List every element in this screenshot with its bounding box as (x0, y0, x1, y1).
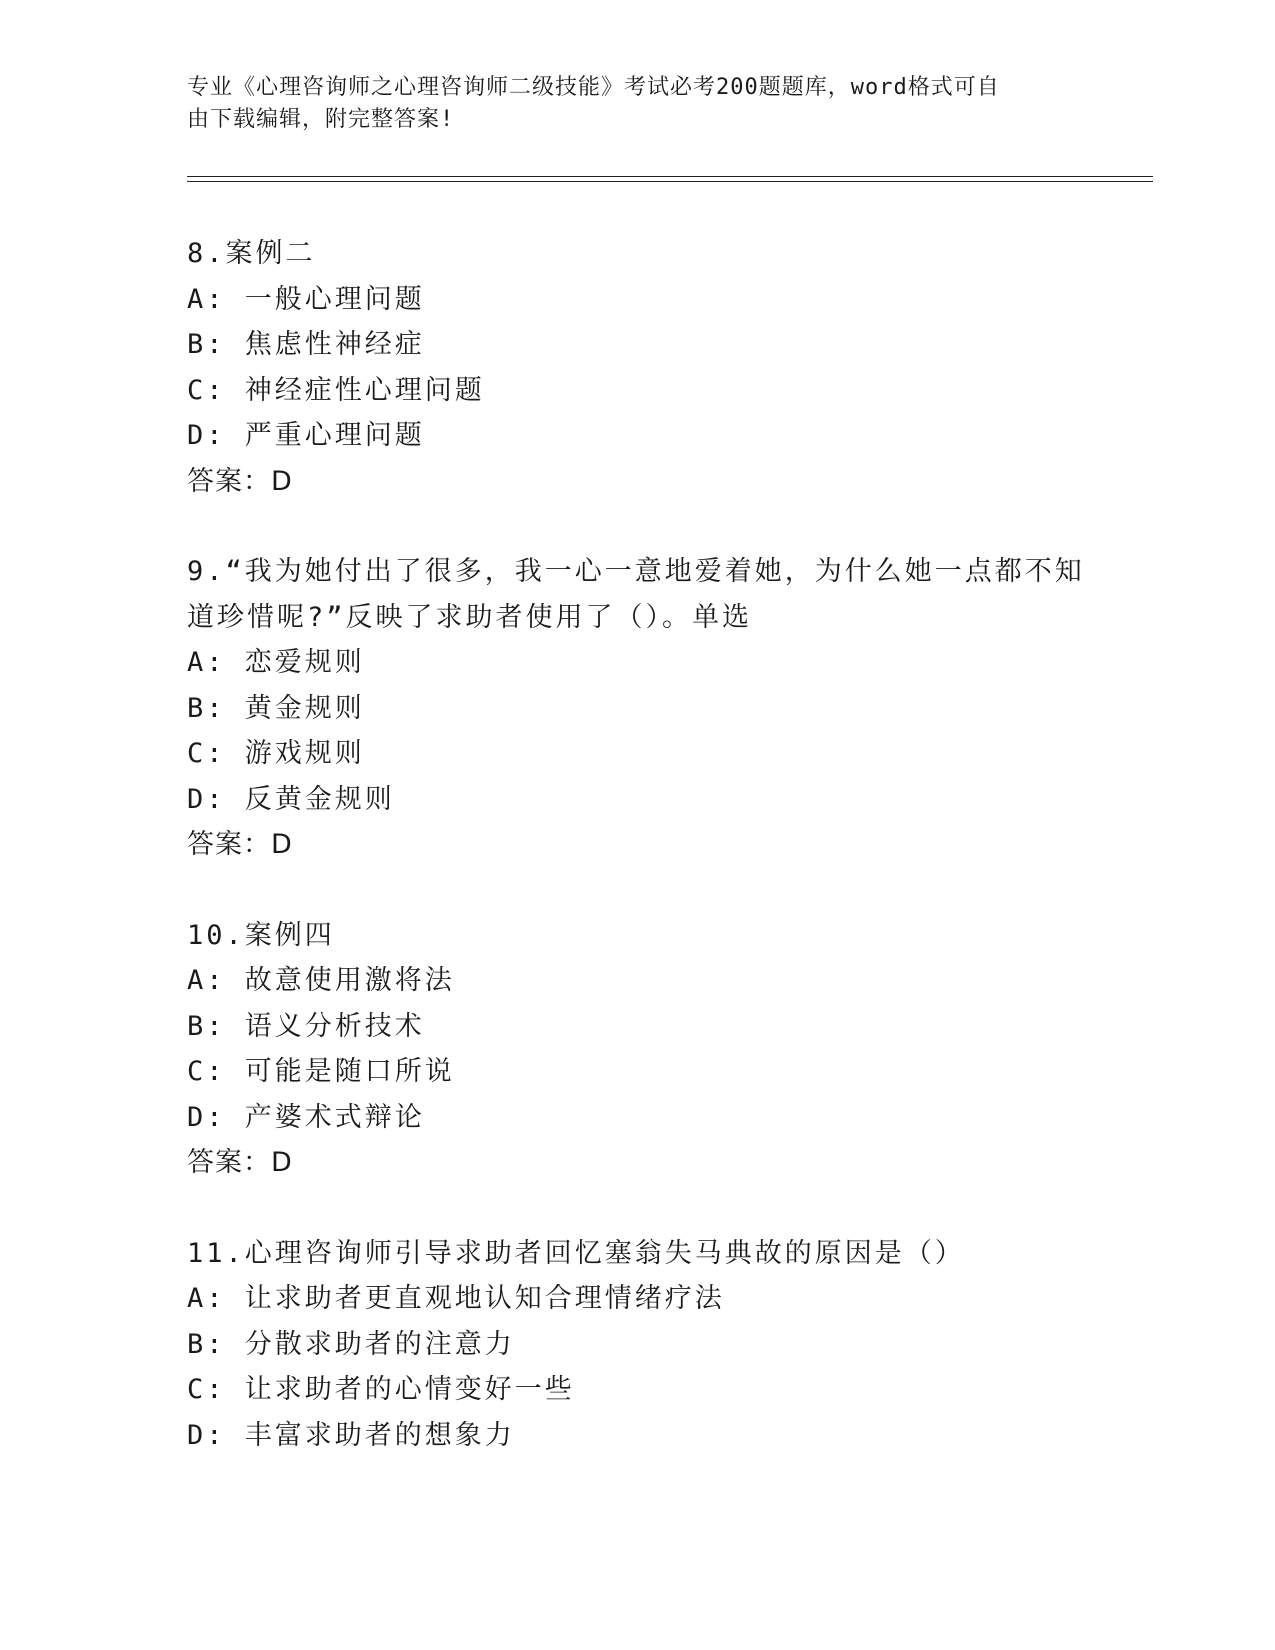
question-option: D: 反黄金规则 (187, 783, 395, 815)
question-option: B: 语义分析技术 (187, 1010, 425, 1042)
header-line-1: 专业《心理咨询师之心理咨询师二级技能》考试必考200题题库，word格式可自 (187, 75, 1000, 100)
question-item (187, 231, 1087, 504)
header-divider-bottom (187, 181, 1153, 182)
question-option: B: 焦虑性神经症 (187, 329, 425, 360)
question-option: B: 分散求助者的注意力 (187, 1328, 515, 1360)
question-item (187, 1231, 1087, 1459)
question-option: A: 让求助者更直观地认知合理情绪疗法 (187, 1283, 725, 1314)
question-item (187, 913, 1087, 1186)
question-stem: 9.“我为她付出了很多，我一心一意地爱着她，为什么她一点都不知 (187, 556, 1085, 587)
question-answer: 答案：D (187, 829, 293, 860)
document-header (187, 72, 1067, 136)
question-option: B: 黄金规则 (187, 692, 365, 724)
question-stem: 8.案例二 (187, 238, 316, 269)
question-stem: 10.案例四 (187, 919, 335, 951)
question-item (187, 549, 1087, 868)
question-option: A: 故意使用激将法 (187, 965, 455, 996)
question-option: C: 神经症性心理问题 (187, 374, 485, 406)
question-list (187, 231, 1087, 1503)
header-line-2: 由下载编辑，附完整答案! (187, 107, 455, 132)
question-answer: 答案：D (187, 1147, 293, 1178)
question-stem: 道珍惜呢?”反映了求助者使用了（）。单选 (187, 601, 753, 633)
question-option: C: 游戏规则 (187, 738, 365, 769)
question-option: C: 可能是随口所说 (187, 1056, 455, 1087)
question-option: C: 让求助者的心情变好一些 (187, 1374, 575, 1405)
question-answer: 答案：D (187, 465, 293, 497)
question-option: D: 丰富求助者的想象力 (187, 1419, 515, 1451)
header-divider-top (187, 176, 1153, 177)
question-option: A: 一般心理问题 (187, 283, 425, 315)
question-option: D: 严重心理问题 (187, 420, 425, 451)
question-option: D: 产婆术式辩论 (187, 1101, 425, 1133)
question-option: A: 恋爱规则 (187, 647, 365, 678)
question-stem: 11.心理咨询师引导求助者回忆塞翁失马典故的原因是（） (187, 1237, 965, 1269)
